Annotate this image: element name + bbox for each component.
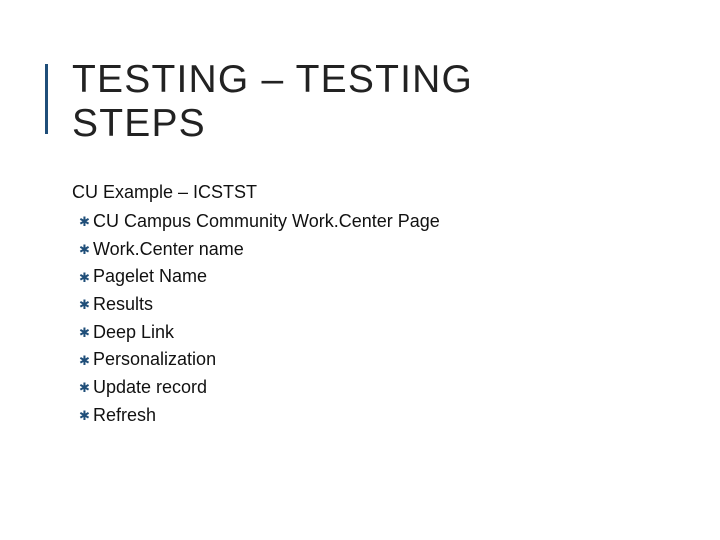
list-item-label: Pagelet Name <box>93 266 208 287</box>
subheading: CU Example – ICSTST <box>72 182 258 202</box>
list-item <box>78 263 672 291</box>
asterisk-bullet-icon: ✱ <box>79 325 90 341</box>
list-item <box>78 236 672 264</box>
asterisk-bullet-icon: ✱ <box>79 214 90 230</box>
asterisk-bullet-icon: ✱ <box>79 297 90 313</box>
title-accent-bar <box>45 64 48 134</box>
list-item-label: Refresh <box>93 404 157 425</box>
slide-title-line-1: TESTING – TESTING <box>72 58 474 101</box>
list-item-label: Work.Center name <box>93 238 244 259</box>
list-item-label: Results <box>93 294 154 315</box>
list-item <box>78 346 672 374</box>
list-item-label: CU Campus Community Work.Center Page <box>93 211 440 231</box>
list-item <box>78 291 672 319</box>
asterisk-bullet-icon: ✱ <box>79 242 90 258</box>
list-item-label: Deep Link <box>93 321 175 342</box>
slide-title-line-2: STEPS <box>72 102 206 145</box>
steps-list <box>72 208 672 430</box>
list-item <box>78 319 672 347</box>
list-item <box>78 208 672 236</box>
list-item-label: Update record <box>93 377 208 398</box>
asterisk-bullet-icon: ✱ <box>79 408 90 424</box>
slide-body <box>72 180 672 430</box>
asterisk-bullet-icon: ✱ <box>79 380 90 396</box>
list-item <box>78 374 672 402</box>
asterisk-bullet-icon: ✱ <box>79 269 90 285</box>
asterisk-bullet-icon: ✱ <box>79 352 90 368</box>
slide-title <box>72 58 692 146</box>
list-item <box>78 402 672 430</box>
list-item-label: Personalization <box>93 349 217 370</box>
